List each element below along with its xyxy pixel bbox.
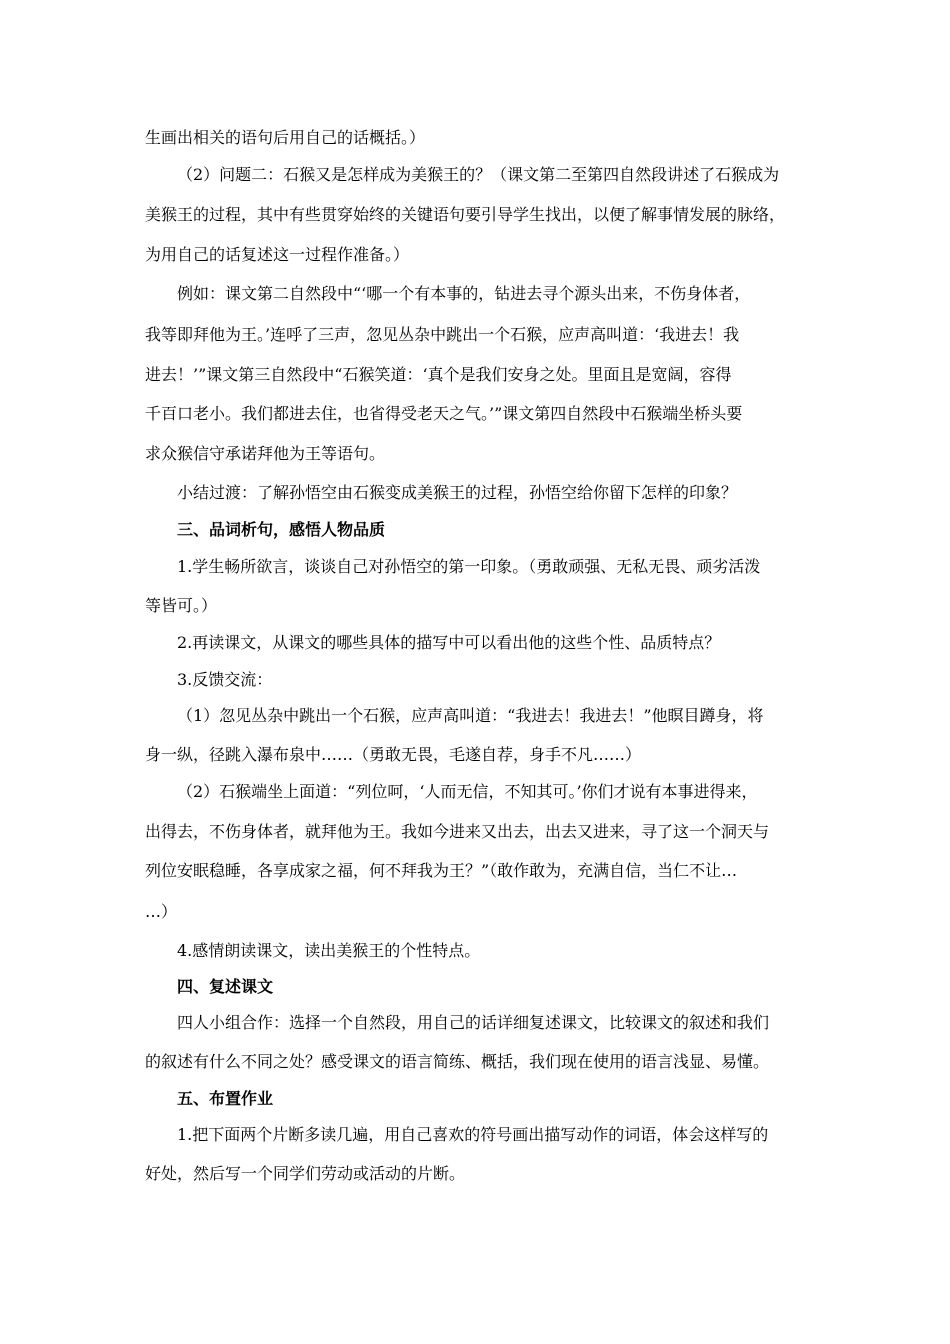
text-line: （1）忽见丛杂中跳出一个石猴，应声高叫道：“我进去！我进去！”他瞑目蹲身，将 xyxy=(177,706,764,725)
text-line: 身一纵，径跳入瀑布泉中……（勇敢无畏，毛遂自荐，身手不凡……） xyxy=(145,745,642,764)
text-line: 等皆可。） xyxy=(145,596,218,615)
text-line: 3.反馈交流： xyxy=(177,670,273,689)
text-line: （2）石猴端坐上面道：“列位呵，‘人而无信，不知其可。’你们才说有本事进得来， xyxy=(177,782,758,801)
section-heading: 五、布置作业 xyxy=(177,1089,274,1108)
text-line: 1.学生畅所欲言，谈谈自己对孙悟空的第一印象。（勇敢顽强、无私无畏、顽劣活泼 xyxy=(177,557,761,576)
section-heading: 三、品词析句，感悟人物品质 xyxy=(177,520,386,539)
text-line: 1.把下面两个片断多读几遍，用自己喜欢的符号画出描写动作的词语，体会这样写的 xyxy=(177,1125,769,1144)
text-line: 为用自己的话复述这一过程作准备。） xyxy=(145,245,410,264)
text-line: 4.感情朗读课文，读出美猴王的个性特点。 xyxy=(177,941,481,960)
text-line: 四人小组合作：选择一个自然段，用自己的话详细复述课文，比较课文的叙述和我们 xyxy=(177,1013,770,1032)
section-heading: 四、复述课文 xyxy=(177,977,274,996)
text-line: （2）问题二：石猴又是怎样成为美猴王的？（课文第二至第四自然段讲述了石猴成为 xyxy=(177,165,780,184)
text-line: 列位安眠稳睡，各享成家之福，何不拜我为王？”（敢作敢为，充满自信，当仁不让… xyxy=(145,861,738,880)
text-line: …） xyxy=(145,902,178,921)
text-line: 进去！’”课文第三自然段中“石猴笑道：‘真个是我们安身之处。里面且是宽阔，容得 xyxy=(145,365,732,384)
text-line: 好处，然后写一个同学们劳动或活动的片断。 xyxy=(145,1164,466,1183)
text-line: 小结过渡：了解孙悟空由石猴变成美猴王的过程，孙悟空给你留下怎样的印象？ xyxy=(177,483,738,502)
text-line: 例如：课文第二自然段中“‘哪一个有本事的，钻进去寻个源头出来，不伤身体者， xyxy=(177,284,751,303)
text-line: 的叙述有什么不同之处？感受课文的语言简练、概括，我们现在使用的语言浅显、易懂。 xyxy=(145,1052,770,1071)
text-line: 美猴王的过程，其中有些贯穿始终的关键语句要引导学生找出，以便了解事情发展的脉络， xyxy=(145,205,786,224)
text-line: 生画出相关的语句后用自己的话概括。） xyxy=(145,128,426,147)
text-line: 2.再读课文，从课文的哪些具体的描写中可以看出他的这些个性、品质特点？ xyxy=(177,633,721,652)
text-line: 我等即拜他为王。’连呼了三声，忽见丛杂中跳出一个石猴，应声高叫道：‘我进去！我 xyxy=(145,325,740,344)
text-line: 出得去，不伤身体者，就拜他为王。我如今进来又出去，出去又进来，寻了这一个洞天与 xyxy=(145,822,770,841)
text-line: 求众猴信守承诺拜他为王等语句。 xyxy=(145,444,386,463)
text-line: 千百口老小。我们都进去住，也省得受老天之气。’”课文第四自然段中石猴端坐桥头要 xyxy=(145,404,743,423)
